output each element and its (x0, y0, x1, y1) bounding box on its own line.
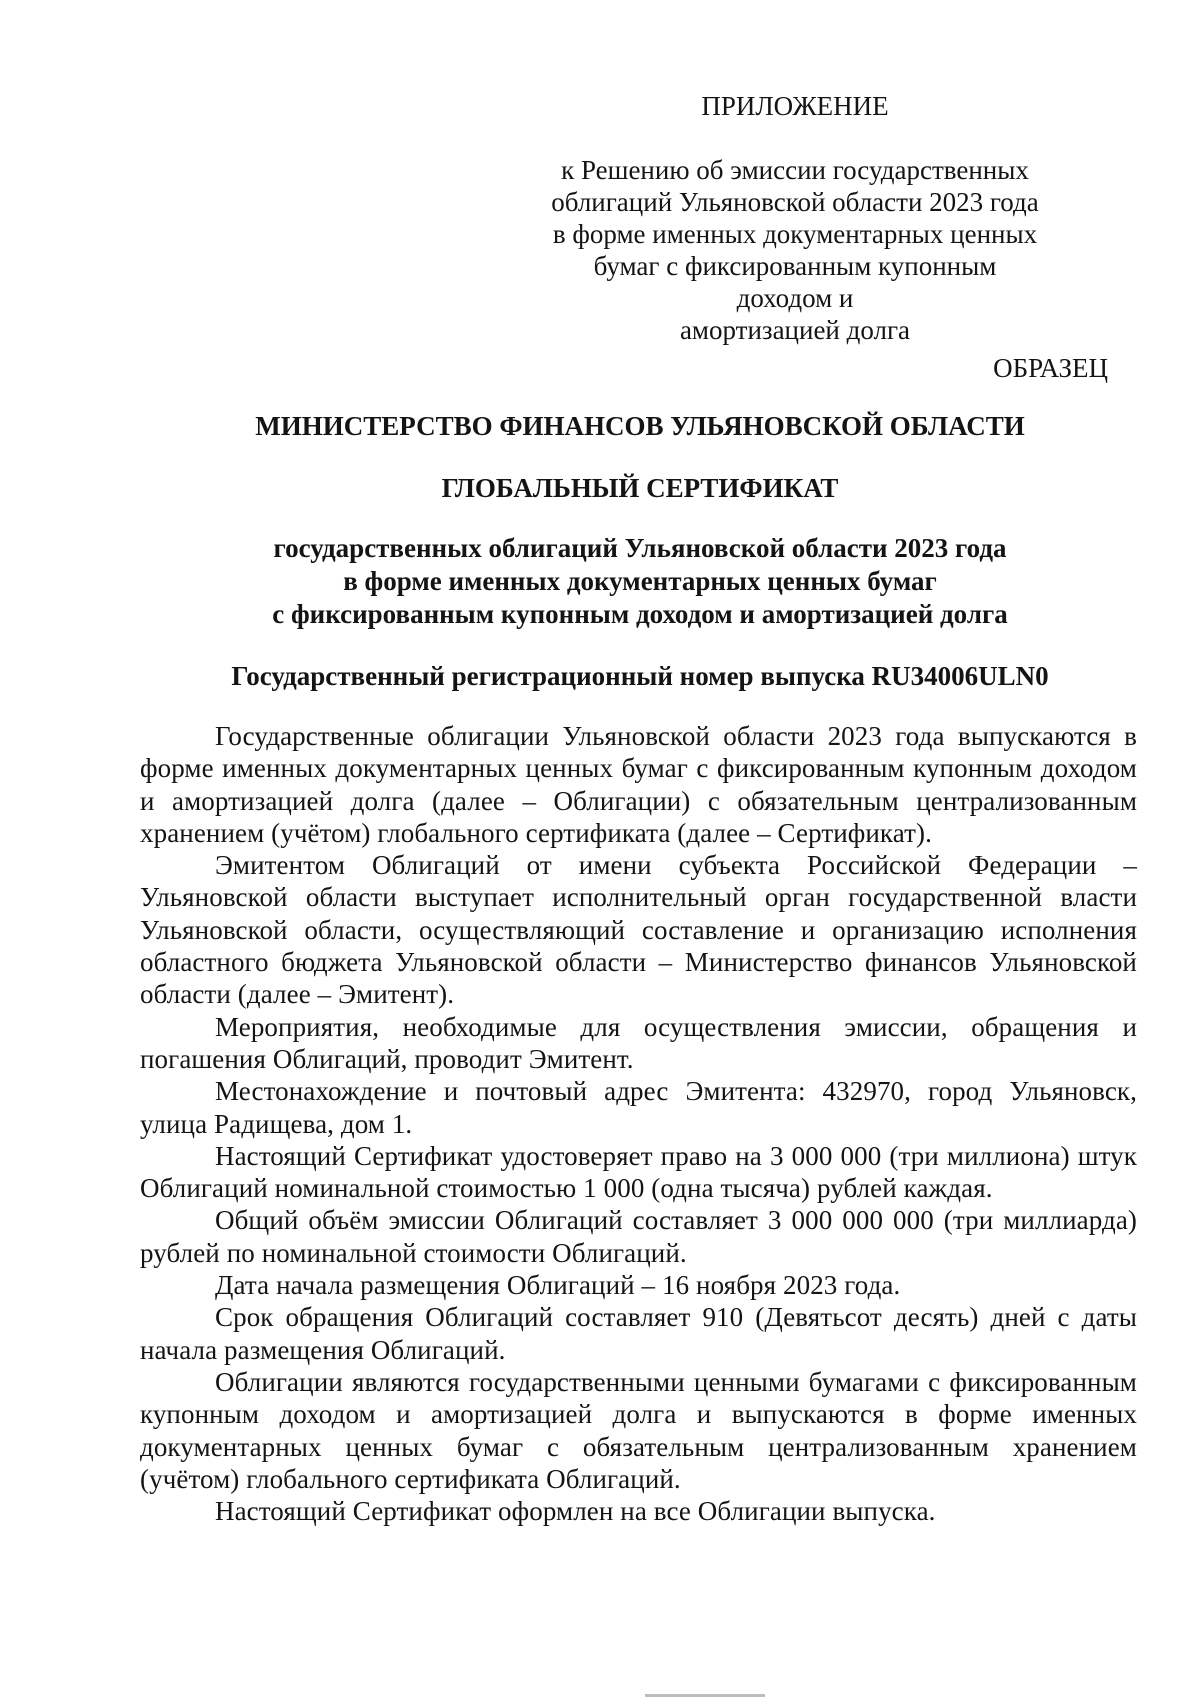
appendix-reference (545, 154, 1045, 346)
appendix-line: облигаций Ульяновской области 2023 года (551, 187, 1039, 217)
paragraph: Эмитентом Облигаций от имени субъекта Российской Федерации – Ульяновской области выступает исполнительный орган государственной власти Ульяновской области, осуществляющий составление и организацию исполнения областного бюджета Ульяновской области – Министерство финансов Ульяновской области (далее – Эмитент). (140, 850, 1137, 1010)
certificate-title: ГЛОБАЛЬНЫЙ СЕРТИФИКАТ (441, 473, 839, 503)
subtitle-line: в форме именных документарных ценных бумаг (343, 566, 937, 596)
appendix-line: к Решению об эмиссии государственных (561, 155, 1029, 185)
certificate-subtitle (110, 532, 1170, 631)
scan-edge-mark (645, 1694, 765, 1697)
sample-label: ОБРАЗЕЦ (993, 353, 1108, 383)
appendix-line: амортизацией долга (679, 315, 911, 345)
paragraph: Государственные облигации Ульяновской области 2023 года выпускаются в форме именных документарных ценных бумаг с фиксированным купонным доходом и амортизацией долга (далее – Облигации) с обязательным централизованным хранением (учётом) глобального сертификата (далее – Сертификат). (140, 721, 1137, 848)
certificate-body (140, 720, 1137, 1527)
paragraph: Настоящий Сертификат удостоверяет право на 3 000 000 (три миллиона) штук Облигаций номинальной стоимостью 1 000 (одна тысяча) рублей каждая. (140, 1140, 1137, 1204)
registration-number: Государственный регистрационный номер выпуска RU34006ULN0 (231, 661, 1049, 691)
paragraph: Общий объём эмиссии Облигаций составляет 3 000 000 000 (три миллиарда) рублей по номинальной стоимости Облигаций. (140, 1205, 1137, 1268)
ministry-heading: МИНИСТЕРСТВО ФИНАНСОВ УЛЬЯНОВСКОЙ ОБЛАСТИ (255, 411, 1025, 441)
paragraph: Срок обращения Облигаций составляет 910 (Девятьсот десять) дней с даты начала размещения Облигаций. (140, 1302, 1137, 1365)
appendix-line: в форме именных документарных ценных (552, 219, 1038, 249)
subtitle-line: с фиксированным купонным доходом и амортизацией долга (272, 599, 1008, 629)
appendix-line: бумаг с фиксированным купонным доходом и (593, 251, 997, 313)
paragraph: Настоящий Сертификат оформлен на все Облигации выпуска. (215, 1496, 936, 1527)
appendix-title: ПРИЛОЖЕНИЕ (701, 91, 889, 121)
paragraph: Мероприятия, необходимые для осуществления эмиссии, обращения и погашения Облигаций, проводит Эмитент. (140, 1011, 1137, 1074)
paragraph: Облигации являются государственными ценными бумагами с фиксированным купонным доходом и амортизацией долга и выпускаются в форме именных документарных ценных бумаг с обязательным централизованным хранением (учётом) глобального сертификата Облигаций. (140, 1366, 1137, 1494)
subtitle-line: государственных облигаций Ульяновской области 2023 года (273, 533, 1007, 563)
paragraph: Дата начала размещения Облигаций – 16 ноября 2023 года. (215, 1270, 901, 1301)
paragraph: Местонахождение и почтовый адрес Эмитента: 432970, город Ульяновск, улица Радищева, дом 1. (140, 1076, 1137, 1139)
